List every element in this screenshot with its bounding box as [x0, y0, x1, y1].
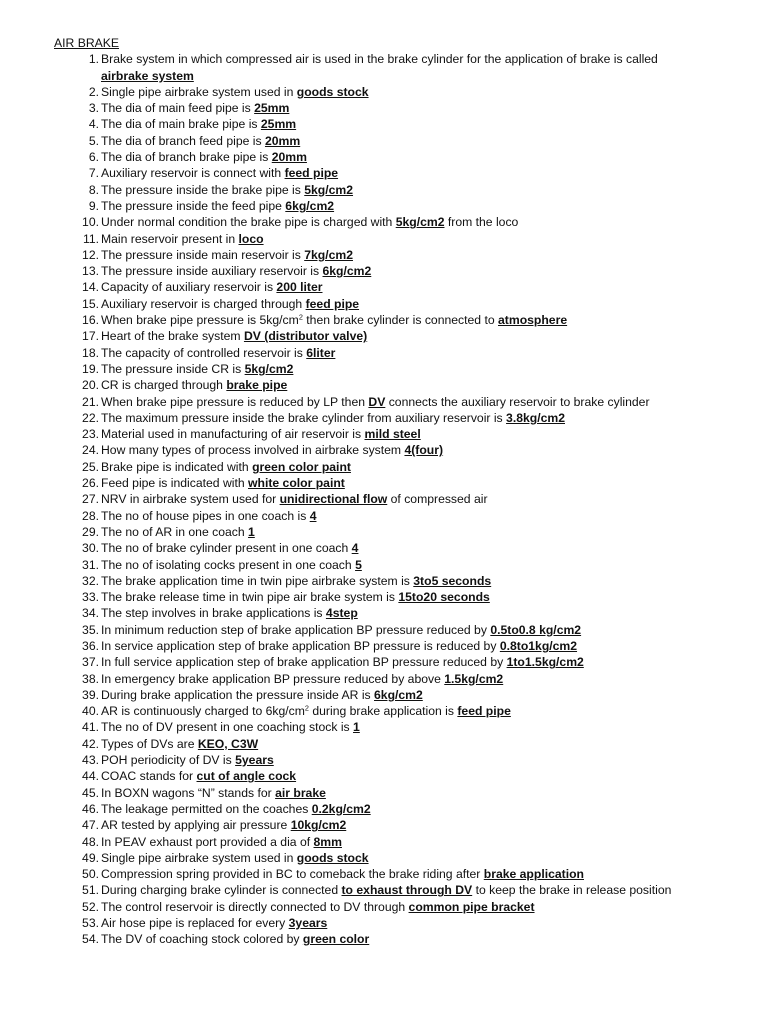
item-text: [101, 377, 694, 393]
item-text: [101, 834, 694, 850]
list-item: [54, 263, 694, 279]
list-item: [54, 687, 694, 703]
list-item: [54, 557, 694, 573]
item-number: 46.: [82, 801, 99, 816]
item-number: 21.: [82, 394, 99, 409]
item-text: [101, 410, 694, 426]
question-text: How many types of process involved in airbrake system: [101, 443, 405, 458]
question-text: During brake application the pressure inside AR is: [101, 687, 375, 702]
item-text: [101, 312, 694, 328]
answer-text: goods stock: [296, 84, 369, 99]
item-text: [101, 475, 694, 491]
answer-text: 6liter: [306, 345, 336, 360]
list-item: [54, 573, 694, 589]
list-item: [54, 165, 694, 181]
answer-text: 20mm: [271, 150, 307, 165]
item-text: [101, 247, 694, 263]
item-text: [101, 361, 694, 377]
item-text: [101, 149, 694, 165]
item-number: 38.: [82, 671, 99, 686]
answer-text: atmosphere: [498, 313, 568, 328]
item-number: 19.: [82, 361, 99, 376]
list-item: [54, 231, 694, 247]
question-text: During charging brake cylinder is connected: [101, 883, 342, 898]
answer-text: 1.5kg/cm2: [444, 671, 504, 686]
answer-text: 20mm: [264, 133, 301, 148]
item-number: 12.: [82, 247, 99, 262]
list-item: [54, 540, 694, 556]
item-number: 5.: [88, 133, 99, 148]
question-text: In BOXN wagons “N” stands for: [101, 785, 276, 800]
item-number: 36.: [82, 638, 99, 653]
item-number: 30.: [82, 541, 99, 556]
list-item: [54, 899, 694, 915]
list-item: [54, 182, 694, 198]
list-item: [54, 133, 694, 149]
list-item: [54, 459, 694, 475]
item-number: 37.: [82, 655, 99, 670]
item-number: 52.: [82, 899, 99, 914]
answer-text: airbrake system: [101, 68, 194, 83]
question-text: The capacity of controlled reservoir is: [101, 345, 307, 360]
question-text: The pressure inside main reservoir is: [101, 247, 305, 262]
item-text: [101, 785, 694, 801]
answer-text: cut of angle cock: [196, 769, 297, 784]
question-text: Auxiliary reservoir is connect with: [101, 166, 285, 181]
item-text: [101, 589, 694, 605]
list-item: [54, 84, 694, 100]
item-text: [101, 703, 694, 719]
item-number: 3.: [88, 101, 99, 116]
item-text: [101, 557, 694, 573]
answer-text: brake pipe: [226, 378, 288, 393]
question-text: The dia of branch feed pipe is: [101, 133, 265, 148]
item-text: [101, 638, 694, 654]
question-text: In PEAV exhaust port provided a dia of: [101, 834, 314, 849]
question-text: The no of house pipes in one coach is: [101, 508, 310, 523]
item-number: 40.: [82, 704, 99, 719]
list-item: [54, 719, 694, 735]
question-text: The leakage permitted on the coaches: [101, 801, 312, 816]
list-item: [54, 328, 694, 344]
item-text: [101, 442, 694, 458]
item-number: 23.: [82, 427, 99, 442]
page-title: AIR BRAKE: [54, 36, 120, 50]
list-item: [54, 915, 694, 931]
item-number: 32.: [82, 573, 99, 588]
superscript: 2: [298, 312, 303, 322]
item-text: [101, 133, 694, 149]
item-number: 24.: [82, 443, 99, 458]
item-number: 17.: [82, 329, 99, 344]
question-text: Material used in manufacturing of air reservoir is: [101, 427, 365, 442]
item-text: [101, 573, 694, 589]
question-text: In service application step of brake application BP pressure is reduced by: [101, 638, 500, 653]
list-item: [54, 882, 694, 898]
answer-text: brake application: [483, 867, 584, 882]
item-number: 34.: [82, 606, 99, 621]
answer-text: feed pipe: [284, 166, 339, 181]
list-item: [54, 508, 694, 524]
list-item: [54, 834, 694, 850]
answer-text: 200 liter: [276, 280, 323, 295]
question-text: The pressure inside the feed pipe: [101, 198, 286, 213]
list-item: [54, 100, 694, 116]
answer-text: 1to1.5kg/cm2: [506, 655, 584, 670]
answer-text: 3years: [288, 916, 328, 931]
item-text: [101, 915, 694, 931]
answer-text: 1: [248, 524, 255, 539]
answer-text: 15to20 seconds: [398, 590, 490, 605]
list-item: [54, 51, 694, 84]
question-text: AR tested by applying air pressure: [101, 818, 291, 833]
item-text: [101, 540, 694, 556]
list-item: [54, 361, 694, 377]
question-text: COAC stands for: [101, 769, 197, 784]
item-number: 4.: [88, 117, 99, 132]
question-text: Brake system in which compressed air is used in the brake cylinder for the application of brake is called: [101, 52, 658, 67]
item-text: [101, 768, 694, 784]
list-item: [54, 736, 694, 752]
answer-text: 5kg/cm2: [395, 215, 445, 230]
question-text: CR is charged through: [101, 378, 227, 393]
question-text: The dia of main feed pipe is: [101, 101, 255, 116]
list-item: [54, 817, 694, 833]
answer-text: 8mm: [313, 834, 342, 849]
question-text: The brake application time in twin pipe airbrake system is: [101, 573, 414, 588]
item-number: 54.: [82, 932, 99, 947]
item-number: 13.: [82, 264, 99, 279]
question-text: NRV in airbrake system used for: [101, 492, 280, 507]
item-number: 6.: [88, 150, 99, 165]
list-item: [54, 671, 694, 687]
item-text: [101, 752, 694, 768]
item-text: [101, 100, 694, 116]
answer-text: green color paint: [252, 459, 351, 474]
item-number: 25.: [82, 459, 99, 474]
item-number: 2.: [88, 84, 99, 99]
item-number: 9.: [88, 198, 99, 213]
item-number: 49.: [82, 850, 99, 865]
list-item: [54, 638, 694, 654]
item-text: [101, 328, 694, 344]
list-item: [54, 214, 694, 230]
list-item: [54, 605, 694, 621]
question-text: Compression spring provided in BC to comeback the brake riding after: [101, 867, 484, 882]
item-number: 18.: [82, 345, 99, 360]
item-number: 8.: [88, 182, 99, 197]
question-text: Main reservoir present in: [101, 231, 239, 246]
answer-text: 10kg/cm2: [290, 818, 347, 833]
item-text: [101, 279, 694, 295]
list-item: [54, 442, 694, 458]
item-number: 45.: [82, 785, 99, 800]
item-number: 7.: [88, 166, 99, 181]
item-number: 1.: [88, 52, 99, 67]
answer-text: 4: [351, 541, 359, 556]
answer-text: 0.5to0.8 kg/cm2: [490, 622, 582, 637]
answer-text: green color: [302, 932, 370, 947]
item-text: [101, 198, 694, 214]
answer-text: white color paint: [248, 476, 345, 491]
question-text: Air hose pipe is replaced for every: [101, 916, 289, 931]
item-text: [101, 736, 694, 752]
question-text: to keep the brake in release position: [472, 883, 672, 898]
item-text: [101, 231, 694, 247]
question-text: The maximum pressure inside the brake cylinder from auxiliary reservoir is: [101, 410, 507, 425]
question-text: In minimum reduction step of brake application BP pressure reduced by: [101, 622, 491, 637]
item-text: [101, 899, 694, 915]
list-item: [54, 752, 694, 768]
item-text: [101, 671, 694, 687]
item-text: [101, 882, 694, 898]
question-text: Auxiliary reservoir is charged through: [101, 296, 306, 311]
answer-text: 5kg/cm2: [244, 361, 294, 376]
item-text: [101, 182, 694, 198]
question-text: The brake release time in twin pipe air brake system is: [101, 590, 399, 605]
question-text: When brake pipe pressure is 5kg/cm: [101, 313, 299, 328]
answer-text: 7kg/cm2: [304, 247, 353, 262]
question-text: The pressure inside auxiliary reservoir is: [101, 264, 323, 279]
item-text: [101, 654, 694, 670]
list-item: [54, 116, 694, 132]
question-text: from the loco: [444, 215, 519, 230]
superscript: 2: [304, 703, 309, 713]
list-item: [54, 768, 694, 784]
item-text: [101, 605, 694, 621]
item-text: [101, 524, 694, 540]
answer-text: 5: [355, 557, 362, 572]
answer-text: 3to5 seconds: [413, 573, 492, 588]
list-item: [54, 296, 694, 312]
item-text: [101, 116, 694, 132]
question-text: Under normal condition the brake pipe is charged with: [101, 215, 396, 230]
answer-text: 6kg/cm2: [374, 687, 423, 702]
list-item: [54, 654, 694, 670]
question-text: Brake pipe is indicated with: [101, 459, 253, 474]
question-text: Feed pipe is indicated with: [101, 476, 249, 491]
answer-text: common pipe bracket: [408, 899, 535, 914]
question-text: then brake cylinder is connected to: [302, 313, 499, 328]
list-item: [54, 589, 694, 605]
question-text: Heart of the brake system: [101, 329, 244, 344]
answer-text: 0.2kg/cm2: [311, 801, 371, 816]
question-text: Single pipe airbrake system used in: [101, 84, 297, 99]
list-item: [54, 491, 694, 507]
item-number: 41.: [82, 720, 99, 735]
question-list: [54, 51, 694, 947]
list-item: [54, 410, 694, 426]
answer-text: mild steel: [364, 427, 421, 442]
item-number: 15.: [82, 296, 99, 311]
item-text: [101, 459, 694, 475]
item-text: [101, 622, 694, 638]
item-text: [101, 426, 694, 442]
item-text: [101, 866, 694, 882]
item-text: [101, 394, 694, 410]
item-number: 48.: [82, 834, 99, 849]
answer-text: 0.8to1kg/cm2: [499, 638, 578, 653]
question-text: Types of DVs are: [101, 736, 198, 751]
item-number: 26.: [82, 476, 99, 491]
item-number: 39.: [82, 687, 99, 702]
item-text: [101, 51, 694, 84]
item-text: [101, 719, 694, 735]
item-text: [101, 817, 694, 833]
item-number: 51.: [82, 883, 99, 898]
answer-text: 4step: [325, 606, 358, 621]
question-text: POH periodicity of DV is: [101, 753, 236, 768]
answer-text: KEO, C3W: [197, 736, 259, 751]
answer-text: air brake: [275, 785, 326, 800]
item-number: 27.: [82, 492, 99, 507]
question-text: AR is continuously charged to 6kg/cm: [101, 704, 305, 719]
question-text: of compressed air: [387, 492, 488, 507]
question-text: The DV of coaching stock colored by: [101, 932, 303, 947]
item-text: [101, 931, 694, 947]
item-text: [101, 296, 694, 312]
list-item: [54, 247, 694, 263]
item-text: [101, 165, 694, 181]
item-number: 29.: [82, 524, 99, 539]
item-number: 42.: [82, 736, 99, 751]
item-number: 28.: [82, 508, 99, 523]
item-number: 31.: [82, 557, 99, 572]
answer-text: feed pipe: [305, 296, 360, 311]
item-number: 44.: [82, 769, 99, 784]
list-item: [54, 866, 694, 882]
item-number: 43.: [82, 753, 99, 768]
question-text: The dia of branch brake pipe is: [101, 150, 272, 165]
item-number: 20.: [82, 378, 99, 393]
question-text: In emergency brake application BP pressure reduced by above: [101, 671, 445, 686]
item-number: 16.: [82, 313, 99, 328]
answer-text: DV (distributor valve): [243, 329, 368, 344]
question-text: The no of AR in one coach: [101, 524, 249, 539]
answer-text: 4(four): [404, 443, 444, 458]
answer-text: 25mm: [254, 101, 290, 116]
answer-text: 4: [309, 508, 317, 523]
answer-text: goods stock: [296, 850, 369, 865]
item-text: [101, 345, 694, 361]
item-text: [101, 214, 694, 230]
answer-text: 6kg/cm2: [285, 198, 335, 213]
item-number: 22.: [82, 410, 99, 425]
answer-text: 5kg/cm2: [304, 182, 354, 197]
item-number: 47.: [82, 818, 99, 833]
list-item: [54, 149, 694, 165]
list-item: [54, 377, 694, 393]
question-text: The no of brake cylinder present in one coach: [101, 541, 352, 556]
question-text: The no of DV present in one coaching stock is: [101, 720, 354, 735]
question-text: during brake application is: [308, 704, 458, 719]
item-number: 11.: [82, 231, 99, 246]
list-item: [54, 785, 694, 801]
answer-text: DV: [368, 394, 386, 409]
question-text: The pressure inside CR is: [101, 361, 245, 376]
item-text: [101, 801, 694, 817]
document: [54, 35, 694, 948]
answer-text: feed pipe: [457, 704, 511, 719]
list-item: [54, 198, 694, 214]
item-number: 10.: [82, 215, 99, 230]
list-item: [54, 801, 694, 817]
list-item: [54, 524, 694, 540]
item-text: [101, 84, 694, 100]
item-text: [101, 508, 694, 524]
list-item: [54, 850, 694, 866]
answer-text: to exhaust through DV: [341, 883, 473, 898]
answer-text: 6kg/cm2: [322, 264, 372, 279]
item-number: 33.: [82, 590, 99, 605]
item-text: [101, 687, 694, 703]
answer-text: loco: [238, 231, 264, 246]
list-item: [54, 622, 694, 638]
answer-text: 1: [353, 720, 360, 735]
question-text: connects the auxiliary reservoir to brake cylinder: [385, 394, 650, 409]
list-item: [54, 703, 694, 719]
item-text: [101, 263, 694, 279]
list-item: [54, 345, 694, 361]
list-item: [54, 279, 694, 295]
item-number: 35.: [82, 622, 99, 637]
question-text: Single pipe airbrake system used in: [101, 850, 297, 865]
item-number: 50.: [82, 867, 99, 882]
answer-text: unidirectional flow: [279, 492, 388, 507]
answer-text: 5years: [235, 753, 274, 768]
list-item: [54, 475, 694, 491]
item-number: 14.: [82, 280, 99, 295]
item-text: [101, 491, 694, 507]
question-text: The dia of main brake pipe is: [101, 117, 261, 132]
item-text: [101, 850, 694, 866]
question-text: The pressure inside the brake pipe is: [101, 182, 305, 197]
question-text: The no of isolating cocks present in one coach: [101, 557, 356, 572]
question-text: When brake pipe pressure is reduced by LP then: [101, 394, 369, 409]
answer-text: 25mm: [260, 117, 297, 132]
answer-text: 3.8kg/cm2: [506, 410, 565, 425]
question-text: The control reservoir is directly connected to DV through: [101, 899, 409, 914]
question-text: In full service application step of brake application BP pressure reduced by: [101, 655, 507, 670]
item-number: 53.: [82, 916, 99, 931]
list-item: [54, 426, 694, 442]
list-item: [54, 931, 694, 947]
question-text: The step involves in brake applications is: [101, 606, 326, 621]
list-item: [54, 394, 694, 410]
list-item: [54, 312, 694, 328]
question-text: Capacity of auxiliary reservoir is: [101, 280, 277, 295]
